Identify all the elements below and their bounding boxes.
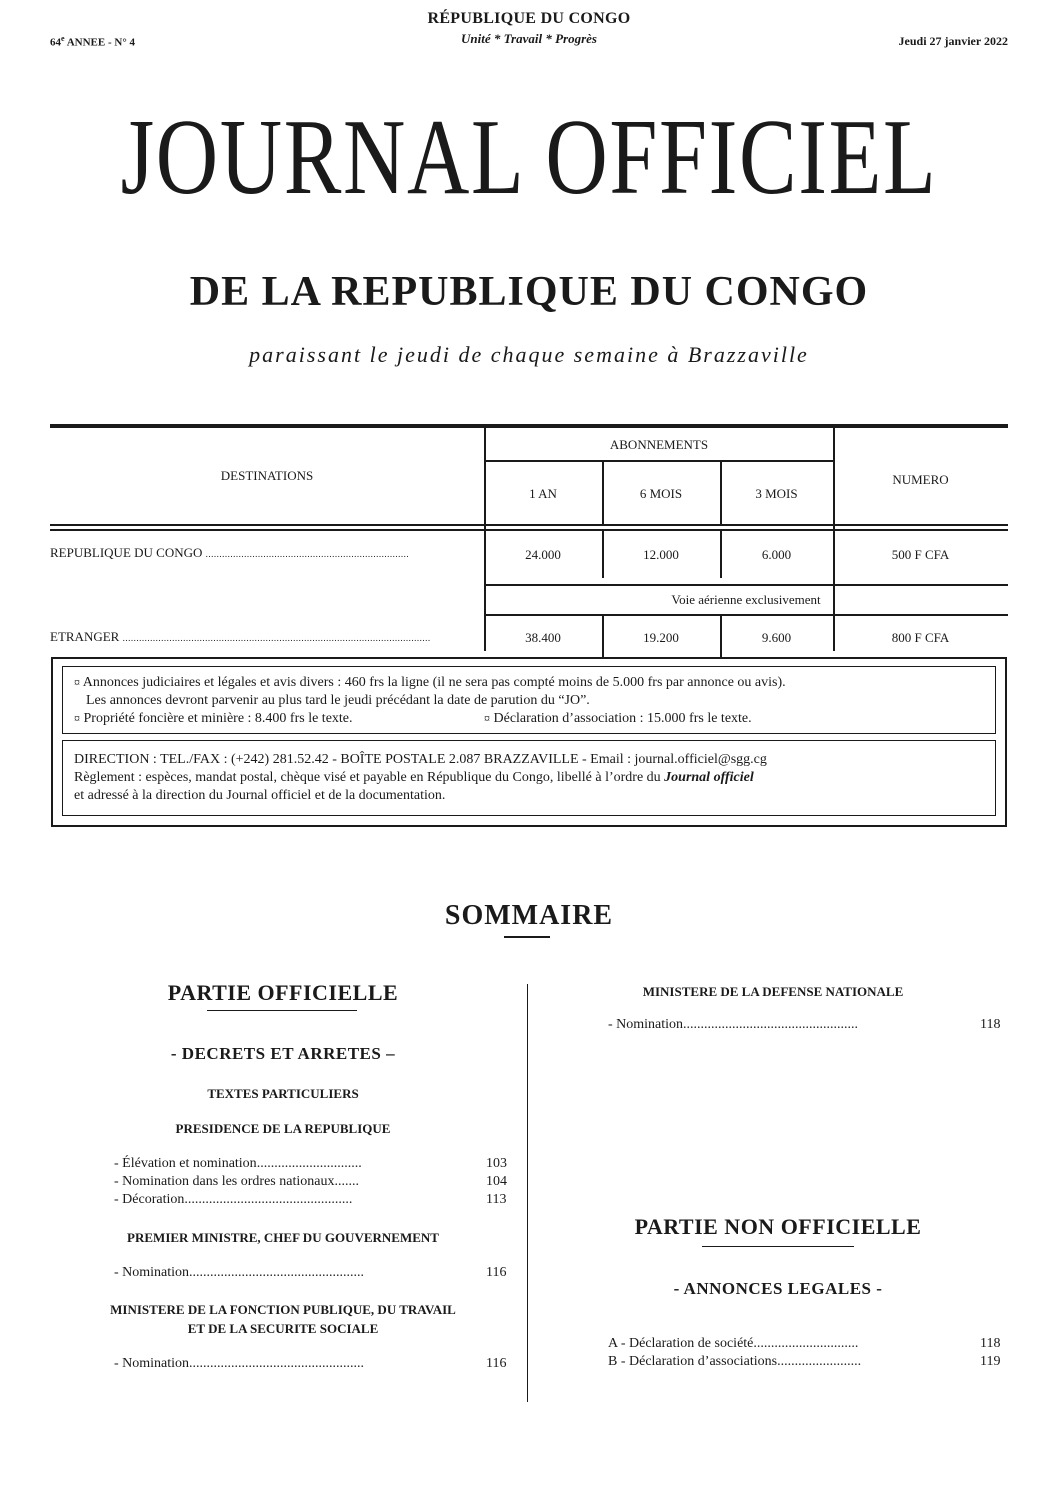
toc-page: 116 bbox=[486, 1265, 507, 1280]
table-rule bbox=[50, 529, 1008, 531]
fonction-publique-heading: MINISTERE DE LA FONCTION PUBLIQUE, DU TRAVAIL ET DE LA SECURITE SOCIALE bbox=[110, 1302, 456, 1336]
toc-page: 118 bbox=[980, 1017, 1001, 1032]
title-underline bbox=[504, 936, 550, 938]
price-etranger-6mois: 19.200 bbox=[643, 630, 679, 645]
toc-entry[interactable]: - Nomination.................................................. bbox=[114, 1265, 365, 1280]
table-rule bbox=[50, 524, 1008, 526]
toc-page: 113 bbox=[486, 1192, 507, 1207]
toc-entry[interactable]: - Nomination.................................................. bbox=[114, 1356, 365, 1371]
col-1-an: 1 AN bbox=[529, 486, 557, 501]
table-rule bbox=[484, 584, 1008, 586]
presidence-heading: PRESIDENCE DE LA REPUBLIQUE bbox=[175, 1121, 391, 1136]
sommaire-title: SOMMAIRE bbox=[444, 900, 614, 931]
national-motto: Unité * Travail * Progrès bbox=[460, 31, 597, 46]
numero-header: NUMERO bbox=[892, 472, 949, 487]
journal-title: JOURNAL OFFICIEL bbox=[120, 98, 938, 217]
air-mail-note: Voie aérienne exclusivement bbox=[671, 592, 821, 607]
country-name: RÉPUBLIQUE DU CONGO bbox=[427, 10, 631, 27]
partie-non-officielle-heading: PARTIE NON OFFICIELLE bbox=[634, 1214, 922, 1239]
issue-number: 64e ANNEE - N° 4 bbox=[50, 34, 135, 49]
journal-subtitle: DE LA REPUBLIQUE DU CONGO bbox=[189, 269, 869, 315]
table-top-rule bbox=[50, 424, 1008, 428]
textes-particuliers-heading: TEXTES PARTICULIERS bbox=[207, 1086, 359, 1101]
publication-tagline: paraissant le jeudi de chaque semaine à Brazzaville bbox=[249, 342, 809, 367]
subscriptions-header: ABONNEMENTS bbox=[609, 437, 709, 452]
price-congo-3mois: 6.000 bbox=[761, 547, 792, 562]
price-etranger-numero: 800 F CFA bbox=[891, 630, 950, 645]
price-congo-1an: 24.000 bbox=[525, 547, 561, 562]
notice-deadline: Les annonces devront parvenir au plus tard le jeudi précédant la date de parution du “JO”. bbox=[86, 693, 590, 708]
toc-page: 103 bbox=[486, 1156, 507, 1171]
toc-entry[interactable]: B - Déclaration d’associations........................ bbox=[608, 1354, 862, 1369]
destinations-header: DESTINATIONS bbox=[220, 468, 314, 483]
payment-address: et adressé à la direction du Journal officiel et de la documentation. bbox=[74, 788, 446, 803]
toc-entry[interactable]: - Décoration................................................ bbox=[114, 1192, 353, 1207]
direction-contact: DIRECTION : TEL./FAX : (+242) 281.52.42 - BOÎTE POSTALE 2.087 BRAZZAVILLE - Email : journal.officiel@sgg.cg bbox=[74, 752, 767, 767]
price-etranger-3mois: 9.600 bbox=[761, 630, 792, 645]
heading-underline bbox=[702, 1246, 854, 1247]
premier-ministre-heading: PREMIER MINISTRE, CHEF DU GOUVERNEMENT bbox=[127, 1230, 439, 1245]
notice-annonces: ¤ Annonces judiciaires et légales et avis divers : 460 frs la ligne (il ne sera pas compté moins de 5.000 frs par annonce ou avis). bbox=[74, 675, 786, 690]
toc-page: 116 bbox=[486, 1356, 507, 1371]
annonces-legales-heading: - ANNONCES LEGALES - bbox=[673, 1279, 883, 1298]
issue-date: Jeudi 27 janvier 2022 bbox=[898, 34, 1008, 48]
heading-underline bbox=[207, 1010, 357, 1011]
price-congo-6mois: 12.000 bbox=[643, 547, 679, 562]
decrets-heading: - DECRETS ET ARRETES – bbox=[170, 1044, 396, 1063]
toc-entry[interactable]: - Élévation et nomination.............................. bbox=[114, 1156, 362, 1171]
destination-congo: REPUBLIQUE DU CONGO .......................................................................... bbox=[50, 545, 410, 560]
toc-entry[interactable]: - Nomination.................................................. bbox=[608, 1017, 859, 1032]
col-6-mois: 6 MOIS bbox=[639, 486, 683, 501]
payment-terms: Règlement : espèces, mandat postal, chèque visé et payable en République du Congo, libellé à l’ordre du Journal officiel bbox=[74, 770, 754, 785]
col-3-mois: 3 MOIS bbox=[755, 486, 798, 501]
table-rule bbox=[484, 614, 1008, 616]
toc-entry[interactable]: - Nomination dans les ordres nationaux....... bbox=[114, 1174, 359, 1189]
price-congo-numero: 500 F CFA bbox=[891, 547, 950, 562]
partie-officielle-heading: PARTIE OFFICIELLE bbox=[167, 980, 399, 1005]
toc-page: 118 bbox=[980, 1336, 1001, 1351]
column-divider bbox=[527, 984, 528, 1402]
toc-page: 104 bbox=[486, 1174, 507, 1189]
defense-heading: MINISTERE DE LA DEFENSE NATIONALE bbox=[642, 984, 904, 999]
destination-etranger: ETRANGER ................................................................................................................ bbox=[50, 629, 431, 644]
price-etranger-1an: 38.400 bbox=[525, 630, 561, 645]
toc-entry[interactable]: A - Déclaration de société.............................. bbox=[608, 1336, 859, 1351]
notice-propriete: ¤ Propriété foncière et minière : 8.400 frs le texte. bbox=[74, 711, 353, 726]
toc-page: 119 bbox=[980, 1354, 1001, 1369]
table-rule bbox=[484, 460, 834, 462]
notice-association: ¤ Déclaration d’association : 15.000 frs le texte. bbox=[484, 711, 752, 726]
